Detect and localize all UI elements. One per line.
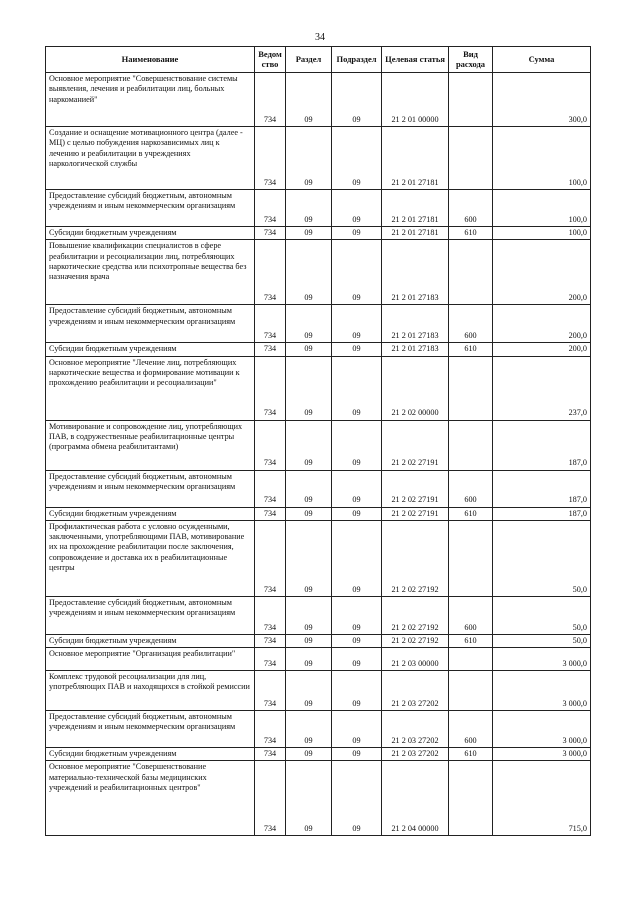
table-row	[46, 507, 591, 520]
table-row	[46, 520, 591, 596]
cell-dept: 734	[255, 520, 286, 596]
table-row	[46, 634, 591, 647]
cell-section: 09	[286, 73, 332, 127]
cell-article: 21 2 03 00000	[382, 648, 449, 671]
cell-section: 09	[286, 190, 332, 227]
cell-dept: 734	[255, 596, 286, 634]
cell-article: 21 2 02 27192	[382, 596, 449, 634]
table-row	[46, 470, 591, 507]
cell-expense	[449, 73, 493, 127]
table-header-row	[46, 47, 591, 73]
cell-name: Основное мероприятие "Лечение лиц, потребляющих наркотические вещества и формирование мотивации к прохождению реабилитации и ресоциализации"	[46, 356, 255, 420]
table-row	[46, 671, 591, 711]
cell-article: 21 2 01 27181	[382, 227, 449, 240]
cell-section: 09	[286, 520, 332, 596]
cell-section: 09	[286, 711, 332, 748]
cell-dept: 734	[255, 748, 286, 761]
cell-section: 09	[286, 127, 332, 190]
cell-article: 21 2 01 27181	[382, 190, 449, 227]
table-row	[46, 596, 591, 634]
cell-article: 21 2 01 27181	[382, 127, 449, 190]
cell-expense: 600	[449, 470, 493, 507]
table-row	[46, 711, 591, 748]
header-expense: Вид расхода	[449, 47, 493, 73]
cell-sum: 3 000,0	[493, 671, 591, 711]
cell-expense	[449, 761, 493, 836]
cell-expense	[449, 240, 493, 305]
cell-name: Субсидии бюджетным учреждениям	[46, 343, 255, 356]
cell-expense	[449, 520, 493, 596]
cell-expense: 600	[449, 305, 493, 343]
table-row	[46, 227, 591, 240]
cell-dept: 734	[255, 227, 286, 240]
cell-name: Субсидии бюджетным учреждениям	[46, 634, 255, 647]
cell-section: 09	[286, 227, 332, 240]
cell-sum: 200,0	[493, 240, 591, 305]
page-number: 34	[315, 32, 325, 43]
cell-expense: 610	[449, 227, 493, 240]
table-row	[46, 748, 591, 761]
cell-dept: 734	[255, 470, 286, 507]
cell-dept: 734	[255, 73, 286, 127]
cell-sum: 187,0	[493, 470, 591, 507]
cell-subsection: 09	[332, 240, 382, 305]
cell-subsection: 09	[332, 420, 382, 470]
cell-name: Создание и оснащение мотивационного центра (далее - МЦ) с целью побуждения наркозависимых лиц к лечению и реабилитации в учреждениях наркологической службы	[46, 127, 255, 190]
cell-sum: 50,0	[493, 520, 591, 596]
cell-dept: 734	[255, 190, 286, 227]
cell-dept: 734	[255, 240, 286, 305]
cell-subsection: 09	[332, 711, 382, 748]
cell-subsection: 09	[332, 748, 382, 761]
cell-article: 21 2 02 27191	[382, 470, 449, 507]
cell-article: 21 2 02 27191	[382, 507, 449, 520]
cell-expense: 610	[449, 507, 493, 520]
cell-sum: 300,0	[493, 73, 591, 127]
cell-subsection: 09	[332, 73, 382, 127]
cell-expense	[449, 648, 493, 671]
cell-subsection: 09	[332, 596, 382, 634]
cell-article: 21 2 04 00000	[382, 761, 449, 836]
cell-name: Основное мероприятие "Совершенствование системы выявления, лечения и реабилитации лиц, больных наркоманией"	[46, 73, 255, 127]
cell-section: 09	[286, 596, 332, 634]
cell-subsection: 09	[332, 648, 382, 671]
cell-sum: 100,0	[493, 190, 591, 227]
cell-section: 09	[286, 648, 332, 671]
cell-section: 09	[286, 748, 332, 761]
table-row	[46, 356, 591, 420]
cell-sum: 100,0	[493, 227, 591, 240]
cell-dept: 734	[255, 420, 286, 470]
cell-expense	[449, 127, 493, 190]
cell-article: 21 2 03 27202	[382, 671, 449, 711]
cell-name: Предоставление субсидий бюджетным, автономным учреждениям и иным некоммерческим организациям	[46, 190, 255, 227]
table-row	[46, 127, 591, 190]
cell-article: 21 2 03 27202	[382, 748, 449, 761]
cell-article: 21 2 01 27183	[382, 240, 449, 305]
cell-dept: 734	[255, 671, 286, 711]
cell-expense: 610	[449, 748, 493, 761]
header-dept: Ведом ство	[255, 47, 286, 73]
cell-dept: 734	[255, 634, 286, 647]
cell-name: Предоставление субсидий бюджетным, автономным учреждениям и иным некоммерческим организациям	[46, 470, 255, 507]
cell-sum: 50,0	[493, 596, 591, 634]
cell-sum: 3 000,0	[493, 748, 591, 761]
cell-section: 09	[286, 470, 332, 507]
cell-expense: 600	[449, 190, 493, 227]
cell-section: 09	[286, 761, 332, 836]
cell-sum: 3 000,0	[493, 648, 591, 671]
cell-expense	[449, 356, 493, 420]
cell-article: 21 2 02 27192	[382, 520, 449, 596]
cell-dept: 734	[255, 761, 286, 836]
cell-section: 09	[286, 240, 332, 305]
cell-expense	[449, 420, 493, 470]
cell-article: 21 2 01 00000	[382, 73, 449, 127]
cell-expense	[449, 671, 493, 711]
table-row	[46, 648, 591, 671]
cell-subsection: 09	[332, 634, 382, 647]
cell-article: 21 2 02 27192	[382, 634, 449, 647]
header-section: Раздел	[286, 47, 332, 73]
cell-expense: 610	[449, 343, 493, 356]
cell-dept: 734	[255, 711, 286, 748]
cell-section: 09	[286, 305, 332, 343]
cell-sum: 100,0	[493, 127, 591, 190]
cell-subsection: 09	[332, 507, 382, 520]
cell-name: Предоставление субсидий бюджетным, автономным учреждениям и иным некоммерческим организациям	[46, 305, 255, 343]
header-name: Наименование	[46, 47, 255, 73]
cell-name: Субсидии бюджетным учреждениям	[46, 507, 255, 520]
cell-article: 21 2 01 27183	[382, 305, 449, 343]
cell-article: 21 2 03 27202	[382, 711, 449, 748]
header-sum: Сумма	[493, 47, 591, 73]
cell-dept: 734	[255, 507, 286, 520]
cell-dept: 734	[255, 343, 286, 356]
cell-name: Основное мероприятие "Организация реабилитации"	[46, 648, 255, 671]
cell-article: 21 2 02 27191	[382, 420, 449, 470]
cell-section: 09	[286, 356, 332, 420]
table-row	[46, 761, 591, 836]
cell-name: Предоставление субсидий бюджетным, автономным учреждениям и иным некоммерческим организациям	[46, 596, 255, 634]
cell-section: 09	[286, 420, 332, 470]
table-row	[46, 73, 591, 127]
cell-sum: 187,0	[493, 507, 591, 520]
cell-article: 21 2 02 00000	[382, 356, 449, 420]
header-article: Целевая статья	[382, 47, 449, 73]
cell-dept: 734	[255, 648, 286, 671]
cell-expense: 610	[449, 634, 493, 647]
cell-section: 09	[286, 634, 332, 647]
cell-dept: 734	[255, 305, 286, 343]
cell-subsection: 09	[332, 761, 382, 836]
cell-subsection: 09	[332, 470, 382, 507]
header-subsection: Подраздел	[332, 47, 382, 73]
cell-name: Комплекс трудовой ресоциализации для лиц, употребляющих ПАВ и находящихся в стойкой ремиссии	[46, 671, 255, 711]
cell-section: 09	[286, 343, 332, 356]
cell-section: 09	[286, 507, 332, 520]
cell-sum: 50,0	[493, 634, 591, 647]
cell-subsection: 09	[332, 127, 382, 190]
cell-name: Повышение квалификации специалистов в сфере реабилитации и ресоциализации лиц, потребляющих наркотические средства или психотропные вещества без назначения врача	[46, 240, 255, 305]
cell-subsection: 09	[332, 227, 382, 240]
cell-name: Мотивирование и сопровождение лиц, употребляющих ПАВ, в содружественные реабилитационные центры (программа обмена реабилитантами)	[46, 420, 255, 470]
cell-sum: 3 000,0	[493, 711, 591, 748]
cell-subsection: 09	[332, 343, 382, 356]
table-row	[46, 190, 591, 227]
table-body	[46, 73, 591, 836]
cell-subsection: 09	[332, 520, 382, 596]
cell-name: Предоставление субсидий бюджетным, автономным учреждениям и иным некоммерческим организациям	[46, 711, 255, 748]
budget-table	[45, 46, 591, 836]
cell-dept: 734	[255, 127, 286, 190]
cell-expense: 600	[449, 711, 493, 748]
cell-expense: 600	[449, 596, 493, 634]
cell-article: 21 2 01 27183	[382, 343, 449, 356]
cell-sum: 715,0	[493, 761, 591, 836]
table-row	[46, 240, 591, 305]
cell-subsection: 09	[332, 356, 382, 420]
cell-name: Субсидии бюджетным учреждениям	[46, 748, 255, 761]
cell-name: Субсидии бюджетным учреждениям	[46, 227, 255, 240]
cell-sum: 187,0	[493, 420, 591, 470]
cell-sum: 237,0	[493, 356, 591, 420]
table-row	[46, 420, 591, 470]
cell-name: Основное мероприятие "Совершенствование материально-технической базы медицинских учреждений и реабилитационных центров"	[46, 761, 255, 836]
cell-dept: 734	[255, 356, 286, 420]
table-row	[46, 343, 591, 356]
cell-sum: 200,0	[493, 343, 591, 356]
cell-subsection: 09	[332, 305, 382, 343]
cell-section: 09	[286, 671, 332, 711]
cell-subsection: 09	[332, 671, 382, 711]
cell-subsection: 09	[332, 190, 382, 227]
cell-sum: 200,0	[493, 305, 591, 343]
cell-name: Профилактическая работа с условно осужденными, заключенными, употребляющими ПАВ, мотивирование их на прохождение реабилитации после заключения, сопровождение и доставка их в реабилитационные центры	[46, 520, 255, 596]
table-row	[46, 305, 591, 343]
